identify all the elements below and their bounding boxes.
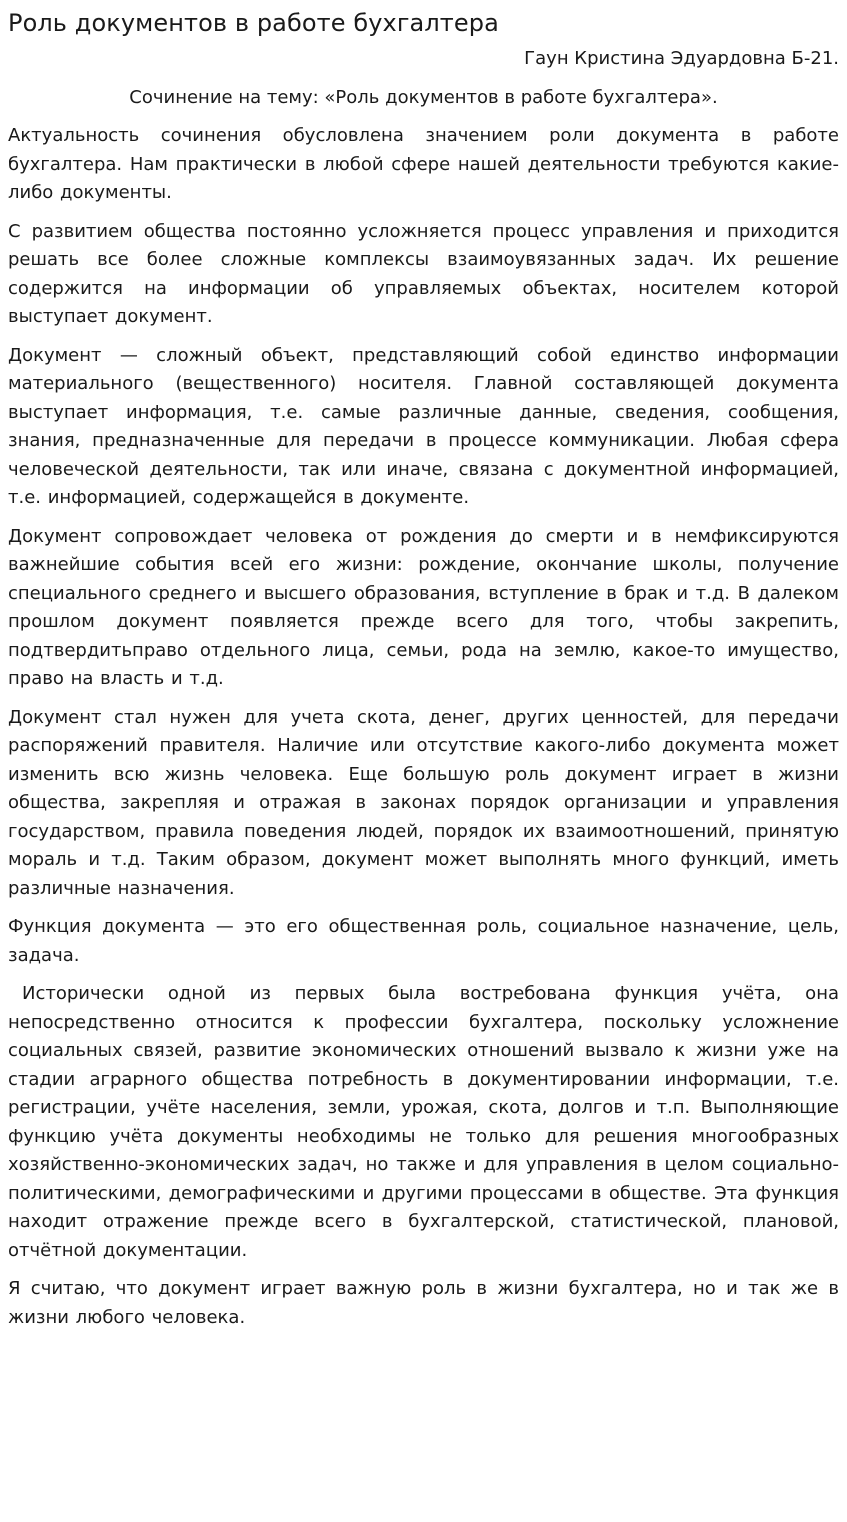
paragraph-3: Документ — сложный объект, представляющий собой единство информации материального (вещественного) носителя. Главной составляющей документа выступает информация, т.е. самые различные данные, сведения, сообщения, знания, предназначенные для передачи в процессе коммуникации. Любая сфера человеческой деятельности, так или иначе, связана с документной информацией, т.е. информацией, содержащейся в документе. bbox=[8, 344, 839, 508]
paragraph-8: Я считаю, что документ играет важную роль в жизни бухгалтера, но и так же в жизни любого человека. bbox=[8, 1278, 839, 1328]
paragraph-5: Документ стал нужен для учета скота, денег, других ценностей, для передачи распоряжений правителя. Наличие или отсутствие какого-либо документа может изменить всю жизнь человека. Еще большую роль документ играет в жизни общества, закрепляя и отражая в законах порядок организации и управления государством, правила поведения людей, порядок их взаимоотношений, принятую мораль и т.д. Таким образом, документ может выполнять много функций, иметь различные назначения. bbox=[8, 706, 839, 899]
paragraph-4: Документ сопровождает человека от рождения до смерти и в немфиксируются важнейшие события всей его жизни: рождение, окончание школы, получение специального среднего и высшего образования, вступление в брак и т.д. В далеком прошлом документ появляется прежде всего для того, чтобы закрепить, подтвердитьправо отдельного лица, семьи, рода на землю, какое-то имущество, право на власть и т.д. bbox=[8, 525, 839, 689]
paragraph-1: Актуальность сочинения обусловлена значением роли документа в работе бухгалтера. Нам практически в любой сфере нашей деятельности требуются какие-либо документы. bbox=[8, 125, 839, 203]
paragraph-2: С развитием общества постоянно усложняется процесс управления и приходится решать все более сложные комплексы взаимоувязанных задач. Их решение содержится на информации об управляемых объектах, носителем которой выступает документ. bbox=[8, 220, 839, 327]
paragraph-6: Функция документа — это его общественная роль, социальное назначение, цель, задача. bbox=[8, 916, 839, 966]
essay-topic: Сочинение на тему: «Роль документов в работе бухгалтера». bbox=[129, 87, 718, 108]
essay-body bbox=[8, 122, 839, 1332]
author-line: Гаун Кристина Эдуардовна Б-21. bbox=[524, 48, 839, 69]
document-title: Роль документов в работе бухгалтера bbox=[8, 9, 499, 37]
paragraph-7: Исторически одной из первых была востребована функция учёта, она непосредственно относится к профессии бухгалтера, поскольку усложнение социальных связей, развитие экономических отношений вызвало к жизни уже на стадии аграрного общества потребность в документировании информации, т.е. регистрации, учёте населения, земли, урожая, скота, долгов и т.п. Выполняющие функцию учёта документы необходимы не только для решения многообразных хозяйственно-экономических задач, но также и для управления в целом социально-политическими, демографическими и другими процессами в обществе. Эта функция находит отражение прежде всего в бухгалтерской, статистической, плановой, отчётной документации. bbox=[8, 983, 839, 1261]
